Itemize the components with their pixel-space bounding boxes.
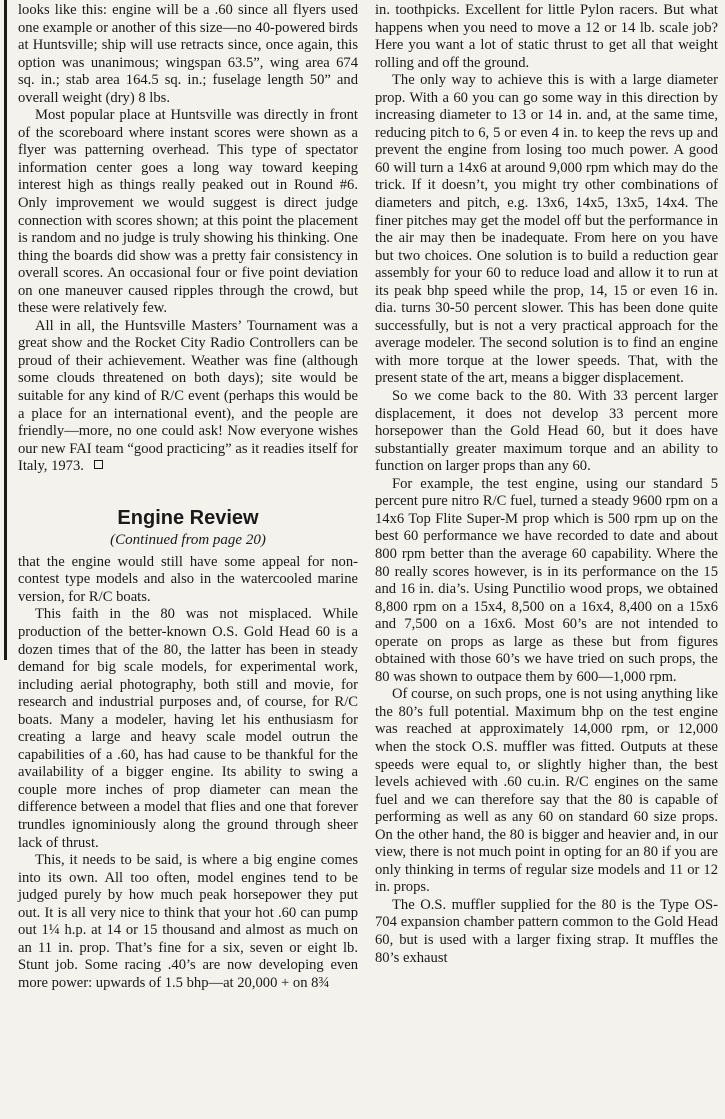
paragraph: The only way to achieve this is with a large diameter prop. With a 60 you can go some way in this direction by increasing diameter to 13 or 14 in. and, at the same time, reducing pitch to 6, 5 or even 4 in. to keep the revs up and prevent the engine from losing too much power. A good 60 will turn a 14x6 at around 9,000 rpm which may do the trick. If it doesn’t, you might try other combinations of diameters and pitch, e.g. 13x6, 14x5, 13x5, 14x4. The finer pitches may get the model off but the performance in the air may then be inadequate. From here on you have but two choices. One solution is to build a reduction gear assembly for your 60 to reduce load and allow it to run at its peak bhp speed while the prop, 14, 15 or even 16 in. dia. turns 30-50 percent slower. This has been done quite successfully, but is not a very practical approach for the average modeler. The second solution is to find an engine with more torque at the lower speeds. That, with the present state of the art, means a bigger displacement. [375,72,718,387]
left-column [18,2,358,992]
column-rule [4,0,7,660]
section-header [18,506,358,550]
paragraph: This, it needs to be said, is where a big engine comes into its own. All too often, model engines tend to be judged purely by how much peak horsepower they put out. It is all very nice to think that your hot .60 can pump out 1¼ h.p. at 14 or 15 thousand and almost as much on an 11 in. prop. That’s fine for a six, seven or eight lb. Stunt job. Some racing .40’s are now developing even more power: upwards of 1.5 bhp—at 20,000 + on 8¾ [18,852,358,991]
paragraph: looks like this: engine will be a .60 since all flyers used one example or another of this size—no 40-powered birds at Huntsville; ship will use retracts since, once again, this option was unanimous; wingspan 63.5”, wing area 674 sq. in.; stab area 164.5 sq. in.; fuselage length 50” and overall weight (dry) 8 lbs. [18,2,358,106]
section-subtitle: (Continued from page 20) [110,531,266,548]
paragraph-text: All in all, the Huntsville Masters’ Tournament was a great show and the Rocket City Radio Controllers can be proud of their achievement. Weather was fine (although some clouds threatened on both days); site would be suitable for any kind of R/C event (perhaps this would be a place for an international event), and the people are friendly—more, no one could ask! Now everyone wishes our new FAI team “good practicing” as it readies itself for Italy, 1973. [18,317,358,475]
paragraph: in. toothpicks. Excellent for little Pylon racers. But what happens when you need to move a 12 or 14 lb. scale job? Here you want a lot of static thrust to get all that weight rolling and off the ground. [375,2,718,71]
paragraph: This faith in the 80 was not misplaced. While production of the better-known O.S. Gold Head 60 is a dozen times that of the 80, the latter has been in steady demand for big scale models, for experimental work, including aerial photography, both still and movie, for research and industrial purposes and, of course, for R/C boats. Many a modeler, having let his enthusiasm for creating a large and heavy scale model outrun the capabilities of a .60, has had cause to be thankful for the availability of a bigger engine. Its ability to swing a couple more inches of prop diameter can mean the difference between a model that flies and one that forever trundles ignominiously along the ground through sheer lack of thrust. [18,606,358,851]
paragraph: Of course, on such props, one is not using anything like the 80’s full potential. Maximum bhp on the test engine was reached at approximately 14,000 rpm, or 12,000 when the stock O.S. muffler was fitted. Outputs at these speeds were equal to, or slightly higher than, the best levels achieved with .60 cu.in. R/C engines on the same fuel and we can therefore say that the 80 is capable of performing as well as any 60 on standard 60 size props. On the other hand, the 80 is bigger and heavier and, in our view, there is not much point in opting for an 80 if you are only thinking in terms of regular size models and 11 or 12 in. props. [375,686,718,896]
right-column [375,2,718,967]
paragraph: Most popular place at Huntsville was directly in front of the scoreboard where instant scores were shown as a flyer was patterning overhead. This type of spectator information center goes a long way toward keeping interest high as things really peaked out in Round #6. Only improvement we would suggest is direct judge connection with scores shown; at this point the placement is random and no judge is truly showing his thinking. One thing the boards did show was a pretty fair consistency in overall scores. An occasional four or five point deviation on one maneuver caused ripples through the crowd, but these were relatively few. [18,107,358,317]
paragraph [18,318,358,476]
paragraph: So we come back to the 80. With 33 percent larger displacement, it does not develop 33 percent more horsepower than the Gold Head 60, but it does have substantially greater maximum torque and an ability to function on larger props than any 60. [375,388,718,475]
end-of-article-mark [94,460,103,469]
paragraph: that the engine would still have some appeal for non-contest type models and also in the watercooled marine version, for R/C boats. [18,553,358,605]
paragraph: The O.S. muffler supplied for the 80 is the Type OS-704 expansion chamber pattern common to the Gold Head 60, but is used with a larger fixing strap. It muffles the 80’s exhaust [375,896,718,966]
paragraph: For example, the test engine, using our standard 5 percent pure nitro R/C fuel, turned a steady 9600 rpm on a 14x6 Top Flite Super-M prop which is 500 rpm up on the best 60 performance we have recorded to date and about 800 rpm better than the average 60 capability. Where the 80 really scores however, is in its performance on the 15 and 16 in. dia’s. Using Punctilio wood props, we obtained 8,800 rpm on a 15x4, 8,500 on a 16x4, 8,400 on a 15x6 and 7,500 on a 16x6. Most 60’s are not intended to operate on props as large as these but from figures obtained with those 60’s we have tried on such props, the 80 was shown to outpace them by 600—1,000 rpm. [375,475,718,685]
section-title: Engine Review [117,506,259,529]
